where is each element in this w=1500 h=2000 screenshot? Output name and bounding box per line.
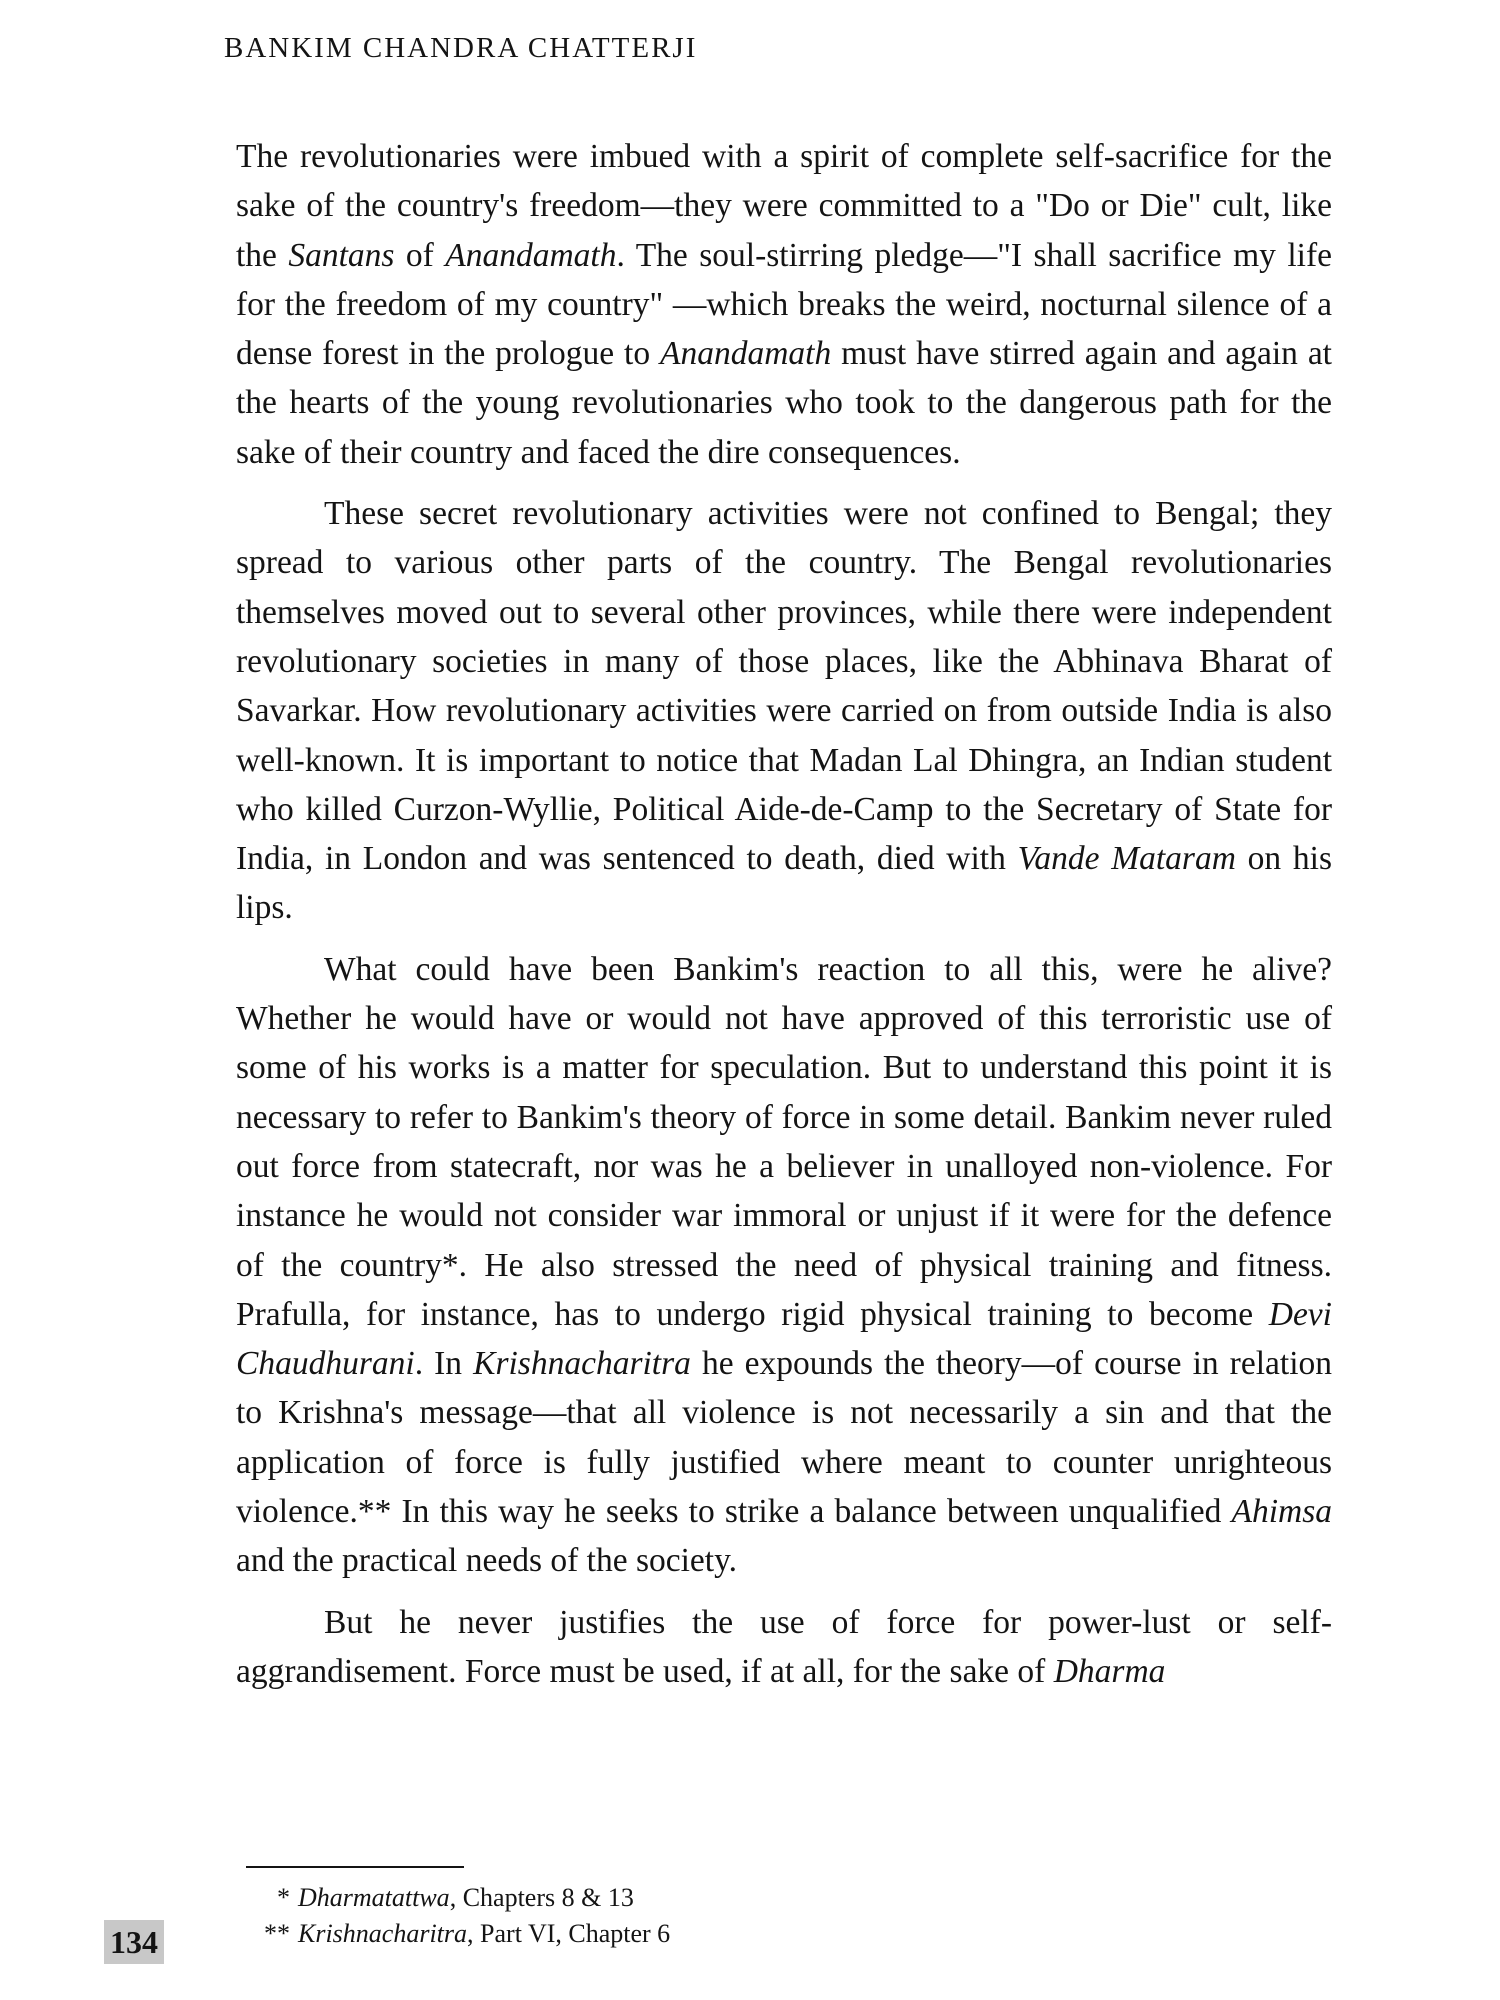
paragraph-3-text-2: . In [414, 1345, 474, 1383]
paragraph-1-text-3: . The soul-stirring pledge—"I shall sacrifice my life for the freedom of my country" —which breaks the weird, nocturnal silence of a dense forest in the prologue to [236, 236, 1332, 373]
paragraph-1-italic-3: Anandamath [659, 335, 832, 373]
paragraph-3-text-1: What could have been Bankim's reaction to all this, were he alive? Whether he would have or would not have approved of this terroristic use of some of his works is a matter for speculation. But to understand this point it is necessary to refer to Bankim's theory of force in some detail. Bankim never ruled out force from statecraft, nor was he a believer in unalloyed non-violence. For instance he would not consider war immoral or unjust if it were for the defence of the country*. He also stressed the need of physical training and fitness. Prafulla, for instance, has to undergo rigid physical training to become [236, 950, 1332, 1333]
footnote-marker: * [277, 1883, 290, 1912]
footnote-divider [246, 1866, 464, 1868]
paragraph-4-text-1: But he never justifies the use of force for power-lust or self-aggrandisement. Force must be used, if at all, for the sake of [236, 1603, 1332, 1690]
paragraph-3-italic-2: Krishnacharitra [473, 1345, 691, 1383]
footnote-reference: , Part VI, Chapter 6 [467, 1919, 671, 1948]
paragraph-3-italic-3: Ahimsa [1231, 1493, 1332, 1531]
footnotes [250, 1880, 670, 1952]
paragraph-4 [236, 1598, 1332, 1697]
footnote-marker: ** [264, 1919, 290, 1948]
paragraph-2-text-2: on his lips. [236, 840, 1332, 927]
page-number: 134 [104, 1920, 164, 1964]
footnote-title: Dharmatattwa [298, 1883, 450, 1912]
running-head: BANKIM CHANDRA CHATTERJI [224, 32, 698, 64]
main-text [236, 132, 1332, 1708]
paragraph-1-text-2: of [394, 236, 446, 274]
paragraph-3-italic-1: Devi Chaudhurani [236, 1295, 1332, 1383]
footnote-2 [250, 1916, 670, 1952]
paragraph-2-italic-1: Vande Mataram [1017, 840, 1236, 878]
paragraph-1-text-4: must have stirred again and again at the hearts of the young revolutionaries who took to the dangerous path for the sake of their country and faced the dire consequences. [236, 335, 1332, 471]
paragraph-1-italic-1: Santans [288, 236, 395, 274]
paragraph-3 [236, 945, 1332, 1586]
paragraph-4-italic-1: Dharma [1053, 1652, 1166, 1690]
paragraph-2-text-1: These secret revolutionary activities were not confined to Bengal; they spread to various other parts of the country. The Bengal revolutionaries themselves moved out to several other provinces, while there were independent revolutionary societies in many of those places, like the Abhinava Bharat of Savarkar. How revolutionary activities were carried on from outside India is also well-known. It is important to notice that Madan Lal Dhingra, an Indian student who killed Curzon-Wyllie, Political Aide-de-Camp to the Secretary of State for India, in London and was sentenced to death, died with [236, 495, 1332, 878]
footnote-title: Krishnacharitra [298, 1919, 468, 1948]
footnote-reference: , Chapters 8 & 13 [449, 1883, 634, 1912]
footnote-1 [250, 1880, 670, 1916]
paragraph-1-text-1: The revolutionaries were imbued with a spirit of complete self-sacrifice for the sake of the country's freedom—they were committed to a "Do or Die" cult, like the [236, 138, 1332, 274]
paragraph-3-text-4: and the practical needs of the society. [236, 1542, 738, 1580]
paragraph-2 [236, 489, 1332, 933]
paragraph-3-text-3: he expounds the theory—of course in relation to Krishna's message—that all violence is not necessarily a sin and that the application of force is fully justified where meant to counter unrighteous violence.** In this way he seeks to strike a balance between unqualified [236, 1345, 1332, 1531]
paragraph-1-italic-2: Anandamath [445, 236, 617, 274]
paragraph-1 [236, 132, 1332, 477]
